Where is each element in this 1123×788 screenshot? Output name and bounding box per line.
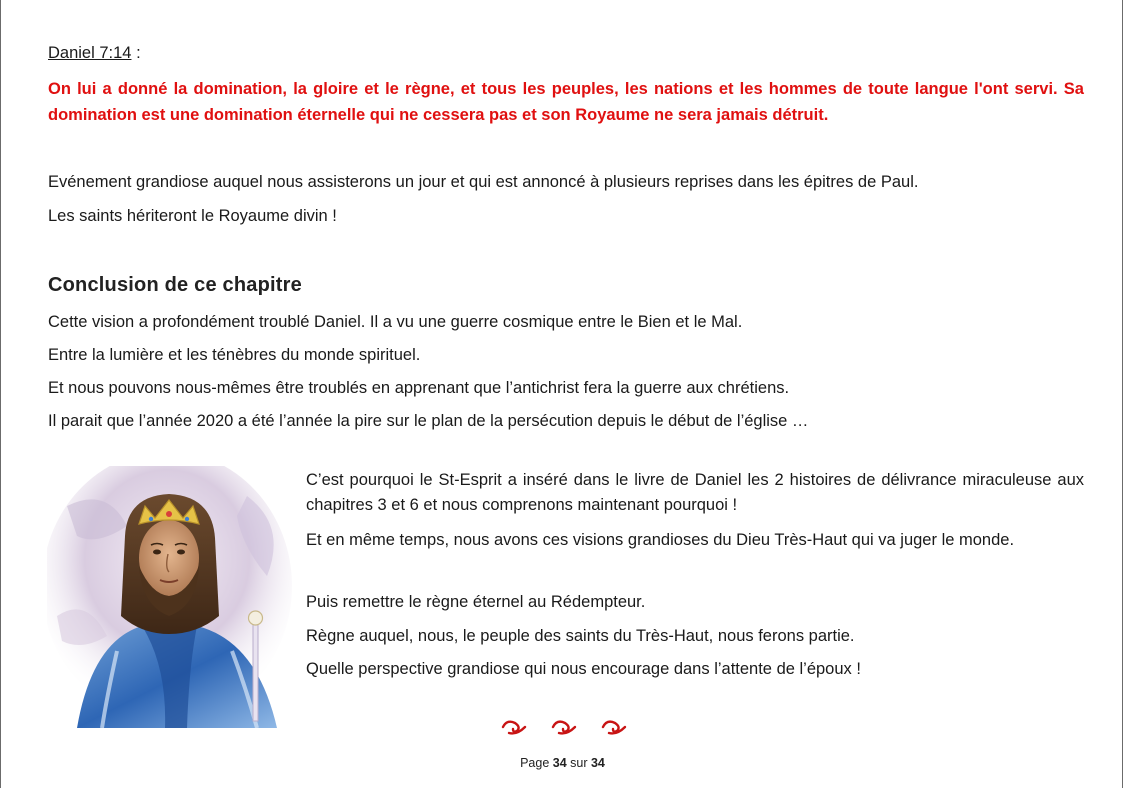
footer-middle: sur	[566, 756, 591, 770]
side-paragraph-2: Et en même temps, nous avons ces visions grandioses du Dieu Très-Haut qui va juger le monde.	[306, 531, 1015, 549]
side-paragraph-4: Règne auquel, nous, le peuple des saints du Très-Haut, nous ferons partie.	[306, 627, 855, 645]
christ-king-illustration-icon	[47, 466, 297, 728]
conclusion-line-3: Et nous pouvons nous-mêmes être troublés en apprenant que l’antichrist fera la guerre aux chrétiens.	[48, 379, 790, 397]
swirl-ornaments	[497, 713, 637, 739]
side-paragraph-1: C’est pourquoi le St-Esprit a inséré dans le livre de Daniel les 2 histoires de délivrance miraculeuse aux chapitres 3 et 6 et nous comprenons maintenant pourquoi !	[306, 471, 1084, 514]
side-paragraph-3: Puis remettre le règne éternel au Rédempteur.	[306, 593, 646, 611]
conclusion-line-2: Entre la lumière et les ténèbres du monde spirituel.	[48, 346, 421, 364]
conclusion-line-1: Cette vision a profondément troublé Daniel. Il a vu une guerre cosmique entre le Bien et le Mal.	[48, 313, 743, 331]
swirl-ornament-icon	[603, 722, 625, 734]
footer-total-pages: 34	[590, 756, 605, 770]
page-footer	[1, 756, 1123, 770]
swirl-ornament-icon	[503, 722, 525, 734]
bible-verse-text: On lui a donné la domination, la gloire et le règne, et tous les peuples, les nations et les hommes de toute langue l'ont servi. Sa domination est une domination éternelle qui ne cessera pas et son Royaume ne sera jamais détruit.	[48, 80, 1084, 124]
conclusion-line-4: Il parait que l’année 2020 a été l’année la pire sur le plan de la persécution depuis le début de l’église …	[48, 412, 809, 430]
footer-current-page: 34	[552, 756, 567, 770]
verse-reference	[48, 44, 141, 63]
section-heading: Conclusion de ce chapitre	[48, 274, 302, 296]
footer-prefix: Page	[520, 756, 553, 770]
intro-line-1: Evénement grandiose auquel nous assisterons un jour et qui est annoncé à plusieurs reprises dans les épitres de Paul.	[48, 173, 919, 191]
reference-suffix: :	[131, 44, 141, 62]
reference-label: Daniel 7:14	[48, 44, 132, 62]
intro-line-2: Les saints hériteront le Royaume divin !	[48, 207, 337, 225]
swirl-ornament-icon	[553, 722, 575, 734]
side-paragraph-5: Quelle perspective grandiose qui nous encourage dans l’attente de l’époux !	[306, 660, 861, 678]
